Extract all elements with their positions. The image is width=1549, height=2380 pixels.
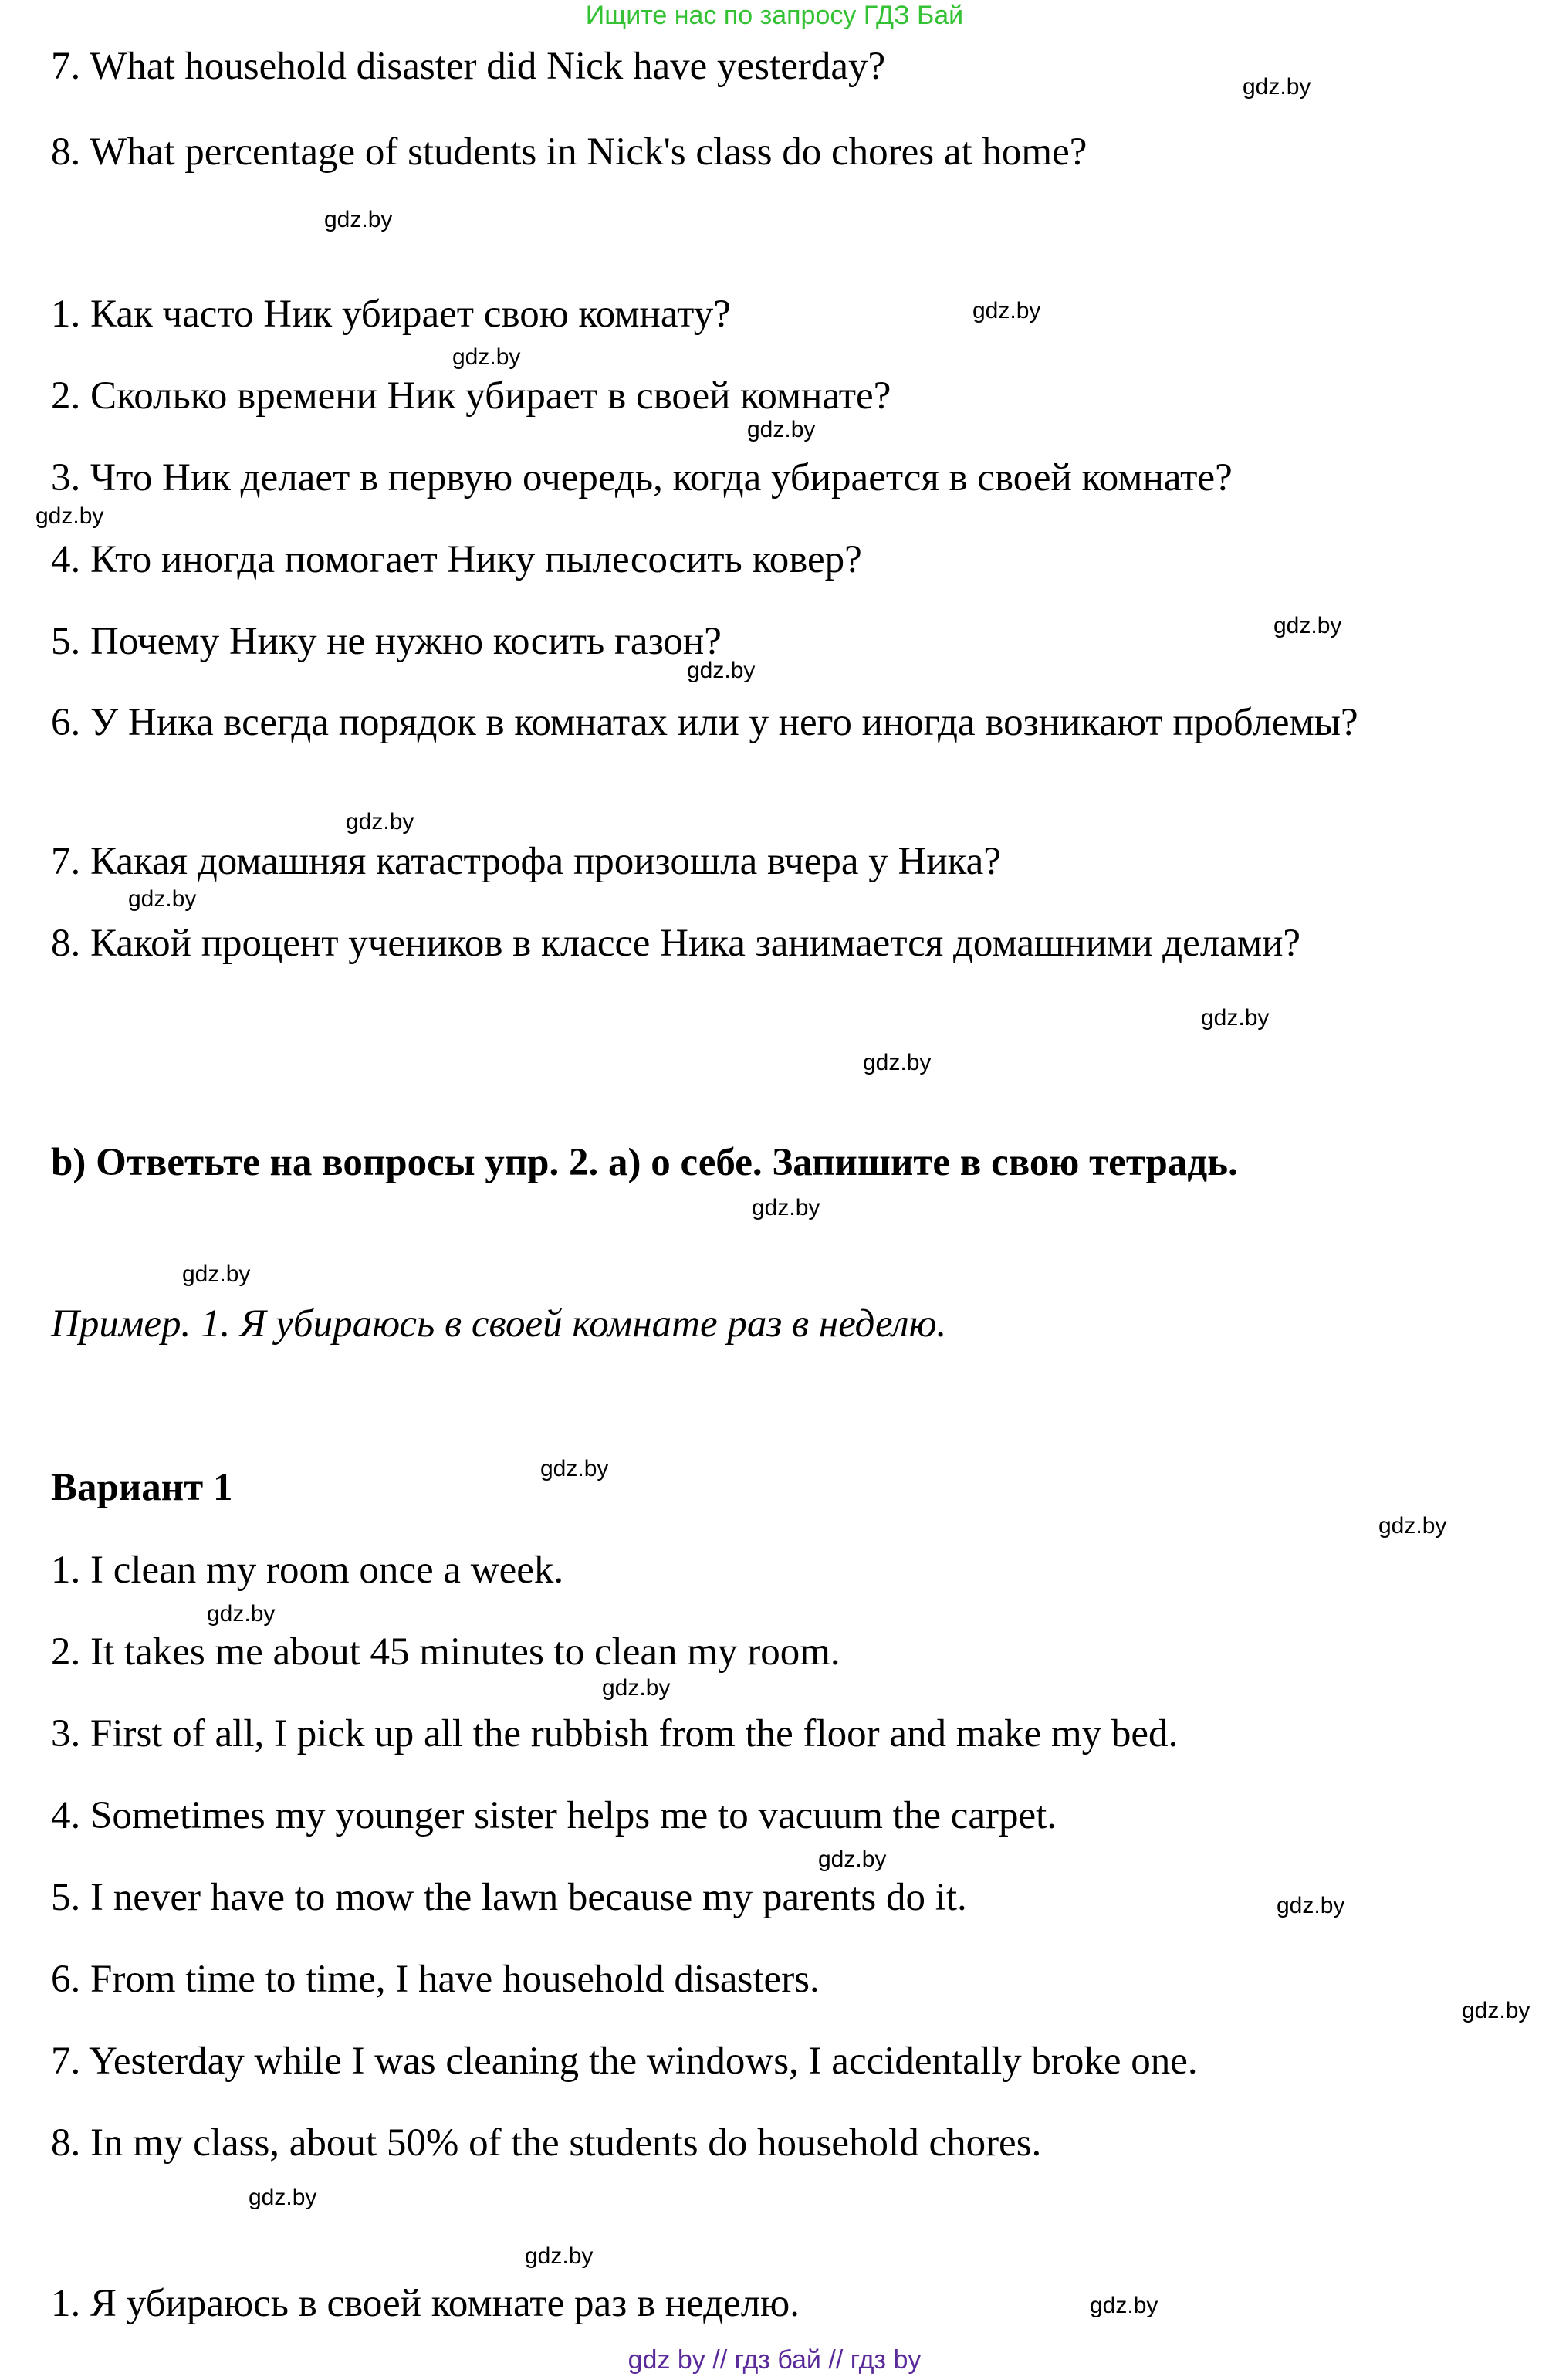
watermark: gdz.by (1462, 1998, 1530, 2023)
watermark: gdz.by (602, 1675, 671, 1701)
watermark: gdz.by (128, 886, 197, 912)
watermark: gdz.by (1243, 74, 1311, 100)
answer-7: 7. Yesterday while I was cleaning the windows, I accidentally broke one. (51, 2040, 1198, 2083)
russian-question-2: 2. Сколько времени Ник убирает в своей комнате? (51, 374, 891, 418)
watermark: gdz.by (1277, 1893, 1345, 1918)
answer-4: 4. Sometimes my younger sister helps me to vacuum the carpet. (51, 1794, 1057, 1837)
russian-question-5: 5. Почему Нику не нужно косить газон? (51, 620, 722, 663)
english-question-7: 7. What household disaster did Nick have yesterday? (51, 45, 886, 88)
watermark: gdz.by (1090, 2293, 1158, 2318)
russian-question-1: 1. Как часто Ник убирает свою комнату? (51, 293, 731, 336)
watermark: gdz.by (747, 417, 816, 442)
watermark: gdz.by (1273, 613, 1342, 638)
watermark: gdz.by (346, 809, 414, 835)
russian-question-8: 8. Какой процент учеников в классе Ника занимается домашними делами? (51, 922, 1301, 965)
footer: gdz by // гдз бай // гдз by (627, 2345, 922, 2375)
answer-3: 3. First of all, I pick up all the rubbish from the floor and make my bed. (51, 1712, 1179, 1755)
watermark: gdz.by (1201, 1005, 1270, 1031)
top-banner: Ищите нас по запросу ГДЗ Бай (585, 1, 964, 30)
answer-6: 6. From time to time, I have household disasters. (51, 1958, 820, 2001)
task-b-heading: b) Ответьте на вопросы упр. 2. a) о себе. Запишите в свою тетрадь. (51, 1141, 1238, 1184)
russian-question-4: 4. Кто иногда помогает Нику пылесосить ковер? (51, 538, 862, 581)
english-question-8: 8. What percentage of students in Nick's class do chores at home? (51, 130, 1087, 174)
answer-5: 5. I never have to mow the lawn because my parents do it. (51, 1876, 967, 1919)
watermark: gdz.by (182, 1261, 251, 1287)
watermark: gdz.by (540, 1456, 609, 1481)
russian-question-7: 7. Какая домашняя катастрофа произошла вчера у Ника? (51, 840, 1001, 883)
watermark: gdz.by (36, 503, 104, 529)
watermark: gdz.by (972, 298, 1041, 323)
variant-title: Вариант 1 (51, 1466, 233, 1509)
answer-1: 1. I clean my room once a week. (51, 1549, 564, 1592)
russian-question-3: 3. Что Ник делает в первую очередь, когда убирается в своей комнате? (51, 456, 1233, 499)
watermark: gdz.by (1378, 1513, 1447, 1539)
answer-2: 2. It takes me about 45 minutes to clean my room. (51, 1630, 840, 1674)
watermark: gdz.by (687, 658, 756, 683)
watermark: gdz.by (752, 1195, 820, 1220)
example-line: Пример. 1. Я убираюсь в своей комнате раз в неделю. (51, 1302, 947, 1346)
watermark: gdz.by (324, 207, 393, 232)
watermark: gdz.by (525, 2243, 594, 2269)
watermark: gdz.by (207, 1601, 276, 1627)
watermark: gdz.by (818, 1847, 887, 1872)
translation-1: 1. Я убираюсь в своей комнате раз в неделю. (51, 2282, 800, 2325)
watermark: gdz.by (249, 2185, 317, 2210)
watermark: gdz.by (452, 344, 521, 370)
russian-question-6: 6. У Ника всегда порядок в комнатах или у него иногда возникают проблемы? (51, 701, 1358, 744)
watermark: gdz.by (863, 1050, 932, 1075)
answer-8: 8. In my class, about 50% of the students do household chores. (51, 2121, 1042, 2165)
